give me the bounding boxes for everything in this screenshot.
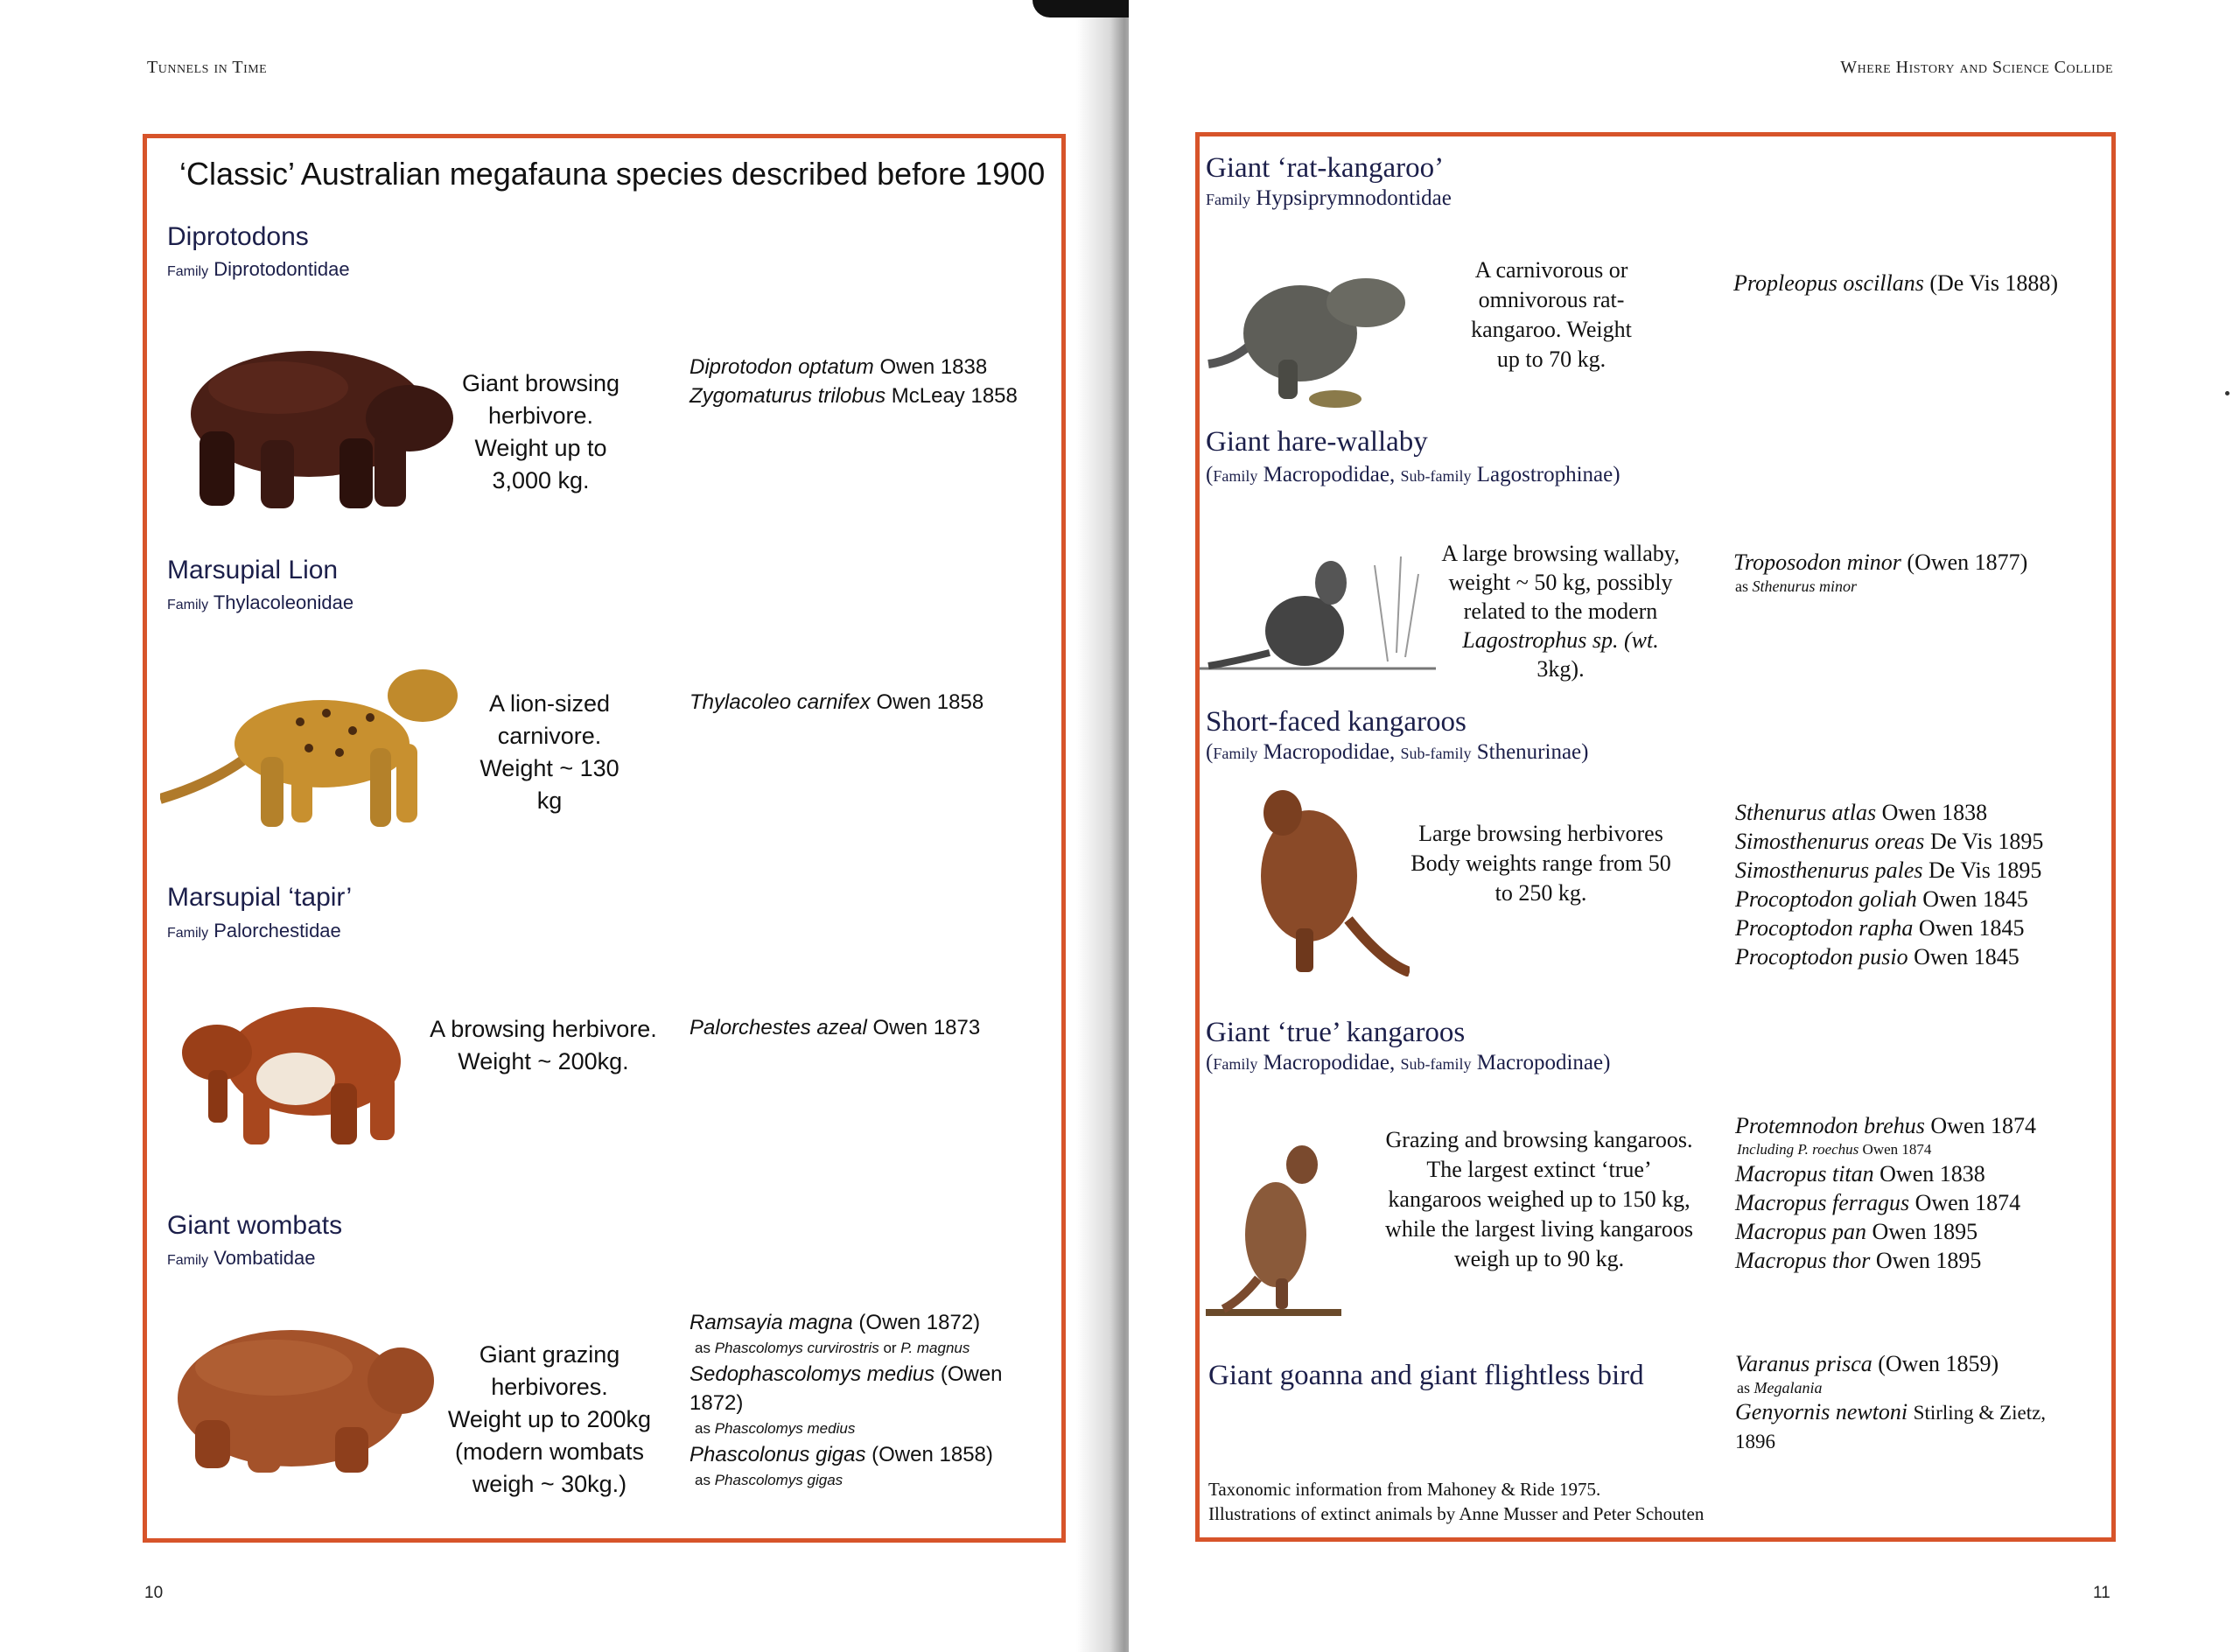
family-thylacoleonidae: Family Thylacoleonidae <box>167 592 354 613</box>
print-speck <box>2225 391 2230 396</box>
species-entry: Thylacoleo carnifex Owen 1858 <box>690 690 984 714</box>
species-list-hare-wallaby <box>1733 548 2027 596</box>
family-hypsiprymnodontidae: Family Hypsiprymnodontidae <box>1206 186 1452 210</box>
synonym-entry: as Phascolomys curvirostris or P. magnus <box>695 1340 970 1356</box>
synonym-entry: as Phascolomys gigas <box>695 1472 844 1488</box>
species-list-diprotodons <box>690 353 1018 410</box>
species-list-rat-kangaroo <box>1733 269 2058 298</box>
synonym-entry: as Phascolomys medius <box>695 1420 856 1437</box>
family-palorchestidae: Family Palorchestidae <box>167 920 341 942</box>
family-sthenurinae: (Family Macropodidae, Sub-family Sthenurinae) <box>1206 740 1589 764</box>
species-entry: Macropus ferragus Owen 1874 <box>1735 1190 2021 1215</box>
species-list-marsupial-tapir <box>690 1013 980 1042</box>
species-entry: Simosthenurus pales De Vis 1895 <box>1735 858 2042 883</box>
species-entry: Ramsayia magna (Owen 1872) <box>690 1311 981 1334</box>
diprotodon-illustration <box>173 335 462 510</box>
family-diprotodontidae: Family Diprotodontidae <box>167 258 350 280</box>
species-entry-year: 1896 <box>1735 1431 1775 1452</box>
species-entry: Sthenurus atlas Owen 1838 <box>1735 800 1988 825</box>
species-entry: Zygomaturus trilobus McLeay 1858 <box>690 384 1018 408</box>
species-entry: Procoptodon goliah Owen 1845 <box>1735 886 2028 912</box>
species-list-goanna-bird <box>1735 1349 2046 1456</box>
giant-wombat-illustration <box>169 1315 440 1481</box>
desc-rat-kangaroo: A carnivorous or omnivorous rat- kangaroo. Weight up to 70 kg. <box>1471 257 1632 372</box>
page-number-right: 11 <box>2093 1584 2110 1602</box>
marsupial-lion-illustration <box>160 661 484 836</box>
group-title-giant-wombats: Giant wombats <box>167 1211 343 1240</box>
desc-hare-wallaby: A large browsing wallaby, weight ~ 50 kg, possibly related to the modern Lagostrophus sp. (wt. 3kg). <box>1441 541 1680 682</box>
group-title-true-kangaroos: Giant ‘true’ kangaroos <box>1206 1017 1466 1048</box>
credit-taxonomy: Taxonomic information from Mahoney & Ride 1975. <box>1208 1479 1601 1500</box>
group-title-short-faced-kangaroos: Short-faced kangaroos <box>1206 706 1466 738</box>
species-entry: Sedophascolomys medius (Owen 1872) <box>690 1362 1003 1415</box>
palorchestes-illustration <box>173 987 410 1153</box>
megafauna-box-left <box>143 134 1066 1543</box>
right-page <box>1129 0 2240 1652</box>
desc-true-kangaroos: Grazing and browsing kangaroos. The largest extinct ‘true’ kangaroos weighed up to 150 kg, while the largest living kangaroos weigh up to 90 kg. <box>1385 1127 1693 1271</box>
rat-kangaroo-illustration <box>1204 259 1449 412</box>
family-vombatidae: Family Vombatidae <box>167 1247 316 1269</box>
species-list-marsupial-lion <box>690 688 984 717</box>
short-faced-kangaroo-illustration <box>1235 788 1410 976</box>
megafauna-box-right <box>1195 132 2116 1542</box>
species-list-true-kangaroos <box>1735 1111 2036 1275</box>
credit-illustrations: Illustrations of extinct animals by Anne Musser and Peter Schouten <box>1208 1503 1704 1524</box>
species-entry: Macropus thor Owen 1895 <box>1735 1248 1982 1273</box>
hare-wallaby-illustration <box>1200 548 1440 679</box>
group-title-hare-wallaby: Giant hare-wallaby <box>1206 426 1428 458</box>
desc-giant-wombats: Giant grazing herbivores. Weight up to 200kg (modern wombats weigh ~ 30kg.) <box>447 1341 652 1497</box>
species-entry: Macropus titan Owen 1838 <box>1735 1161 1985 1186</box>
group-title-diprotodons: Diprotodons <box>167 222 309 251</box>
group-title-marsupial-lion: Marsupial Lion <box>167 556 339 584</box>
synonym-entry: as Megalania <box>1737 1379 1823 1396</box>
species-entry: Phascolonus gigas (Owen 1858) <box>690 1443 993 1466</box>
desc-marsupial-lion: A lion-sized carnivore. Weight ~ 130 kg <box>480 690 620 814</box>
species-entry: Palorchestes azeal Owen 1873 <box>690 1016 981 1040</box>
desc-marsupial-tapir: A browsing herbivore. Weight ~ 200kg. <box>430 1016 657 1074</box>
species-list-giant-wombats <box>690 1308 1061 1492</box>
species-entry: Troposodon minor (Owen 1877) <box>1733 550 2028 575</box>
desc-short-faced-kangaroos: Large browsing herbivores Body weights range from 50 to 250 kg. <box>1410 821 1671 906</box>
running-head-right: Where History and Science Collide <box>1840 58 2113 77</box>
species-entry: Procoptodon pusio Owen 1845 <box>1735 944 2020 970</box>
species-entry: Procoptodon rapha Owen 1845 <box>1735 915 2025 941</box>
true-kangaroo-illustration <box>1206 1138 1346 1318</box>
species-entry: Propleopus oscillans (De Vis 1888) <box>1733 270 2059 296</box>
group-title-goanna-bird: Giant goanna and giant flightless bird <box>1208 1360 1644 1391</box>
desc-diprotodons: Giant browsing herbivore. Weight up to 3,000 kg. <box>461 370 620 494</box>
species-entry: Simosthenurus oreas De Vis 1895 <box>1735 829 2044 854</box>
species-entry: Macropus pan Owen 1895 <box>1735 1219 1978 1244</box>
box-title: ‘Classic’ Australian megafauna species described before 1900 <box>179 156 1046 192</box>
running-head-left: Tunnels in Time <box>147 58 268 77</box>
family-macropodinae: (Family Macropodidae, Sub-family Macropodinae) <box>1206 1051 1611 1074</box>
species-entry: Genyornis newtoni Stirling & Zietz, <box>1735 1399 2047 1424</box>
species-entry: Protemnodon brehus Owen 1874 <box>1735 1113 2036 1138</box>
synonym-entry: as Sthenurus minor <box>1735 578 1858 595</box>
page-number-left: 10 <box>144 1584 164 1602</box>
synonym-entry: Including P. roechus Owen 1874 <box>1737 1141 1932 1158</box>
credits <box>1208 1477 1704 1526</box>
species-entry: Diprotodon optatum Owen 1838 <box>690 355 988 379</box>
group-title-marsupial-tapir: Marsupial ‘tapir’ <box>167 883 353 912</box>
species-entry: Varanus prisca (Owen 1859) <box>1735 1351 1999 1376</box>
family-lagostrophinae: (Family Macropodidae, Sub-family Lagostrophinae) <box>1206 463 1620 486</box>
left-page <box>0 0 1111 1652</box>
group-title-rat-kangaroo: Giant ‘rat-kangaroo’ <box>1206 152 1445 184</box>
species-list-short-faced-kangaroos <box>1735 798 2043 971</box>
